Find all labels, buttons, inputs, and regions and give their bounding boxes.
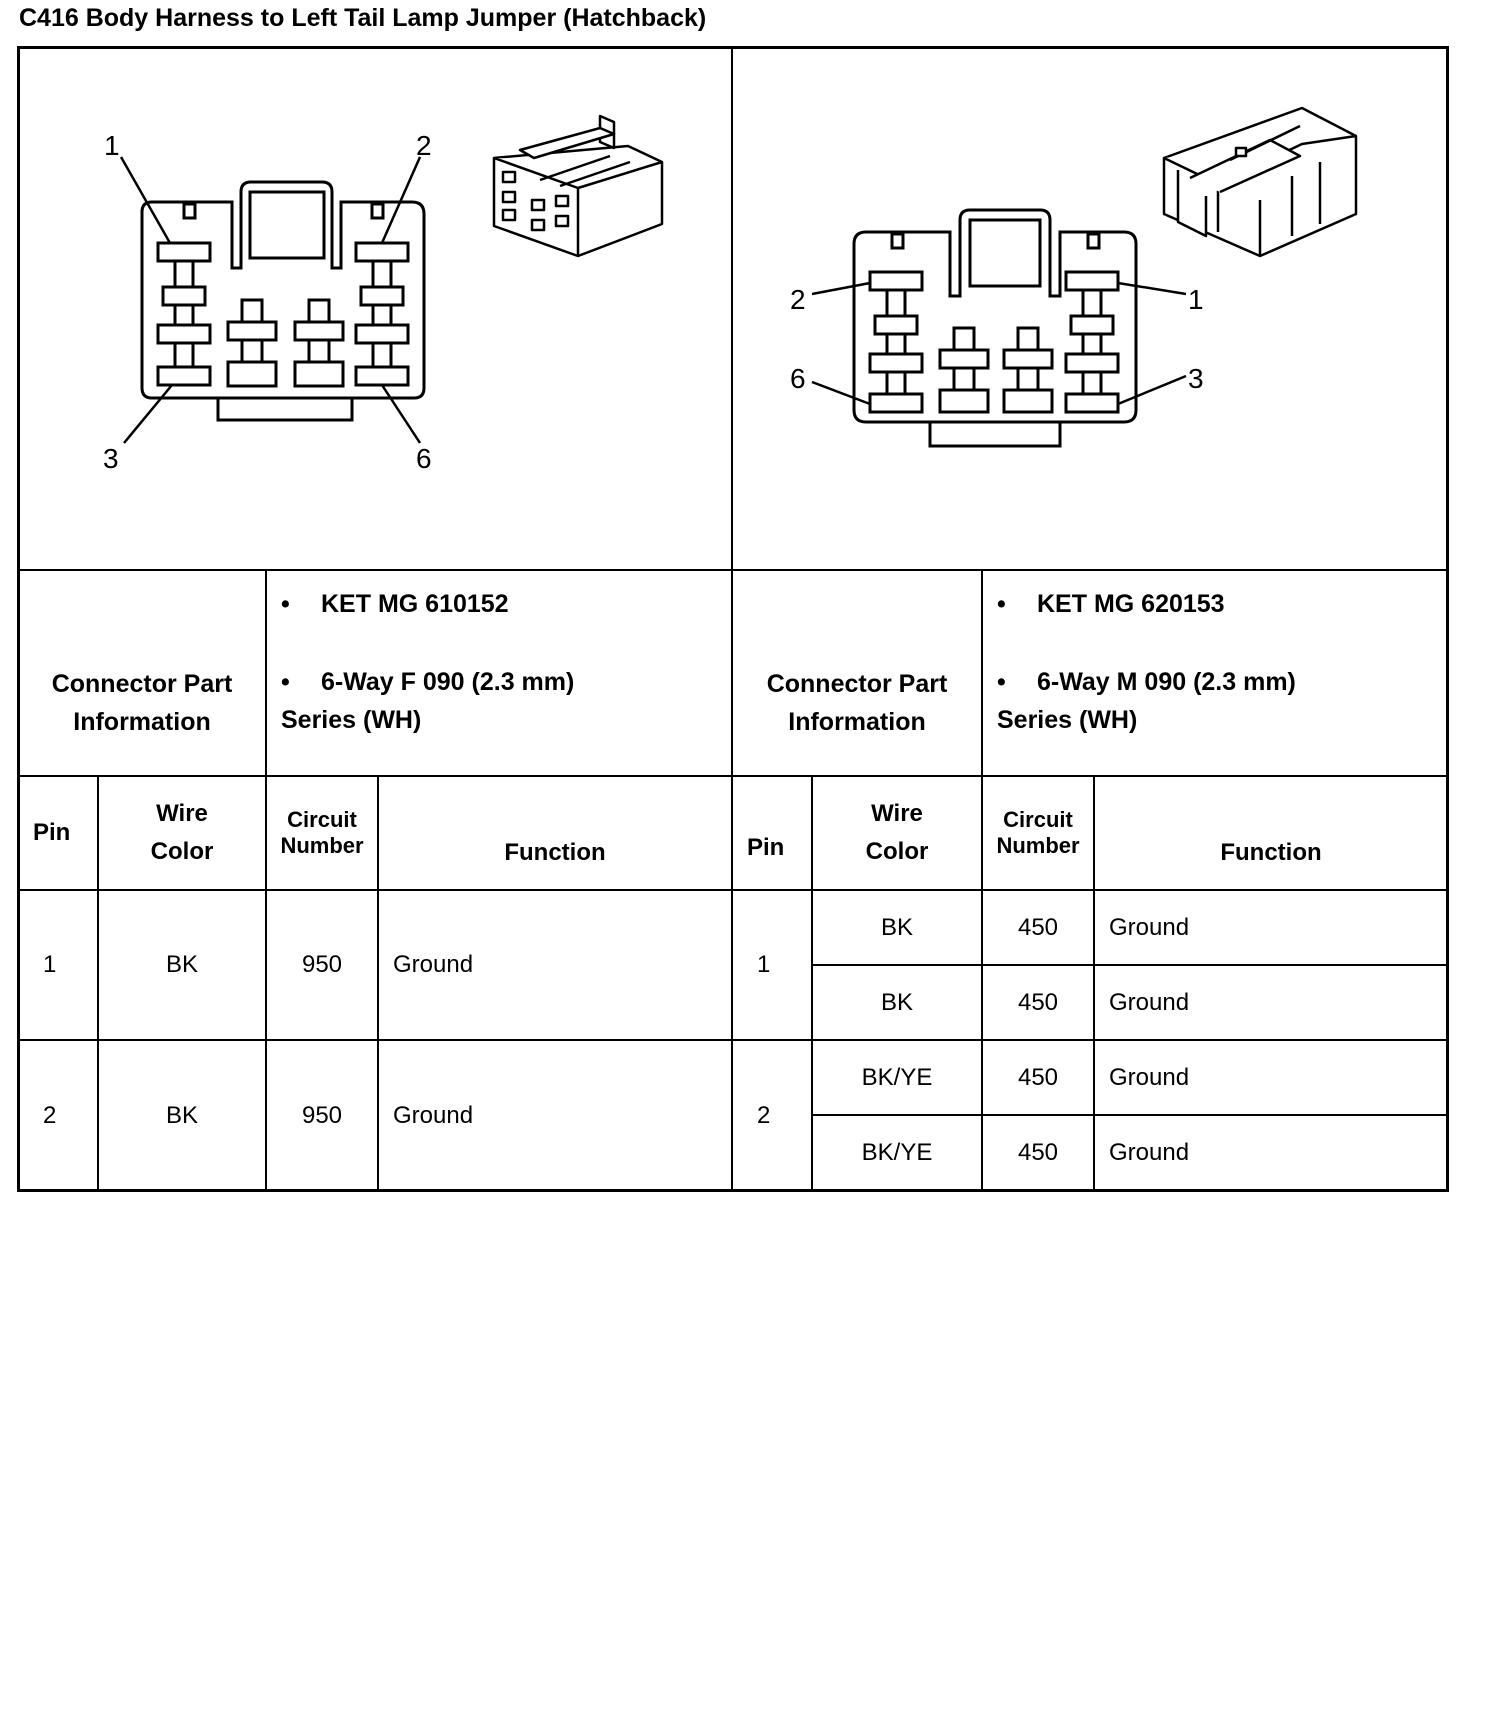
right-connector-isometric-icon: [0, 0, 1480, 570]
left-part-info-label: Connector Part Information: [17, 569, 267, 777]
right-part-number: KET MG 620153: [1037, 590, 1225, 618]
left-pin-label-1: 1: [104, 130, 120, 161]
right-pin-label-2: 2: [790, 284, 806, 315]
left-part-type: 6-Way F 090 (2.3 mm): [321, 668, 575, 696]
left-pin-label-2: 2: [416, 130, 432, 161]
right-pin-label-6: 6: [790, 363, 806, 394]
left-header-circuit-number: Circuit Number: [265, 775, 379, 891]
right-header-function: Function: [1093, 775, 1449, 891]
right-row-1a-wire: BK: [811, 889, 983, 966]
right-part-series: Series (WH): [997, 706, 1138, 734]
left-header-wire-color: Wire Color: [97, 775, 267, 891]
left-part-series: Series (WH): [281, 706, 422, 734]
right-part-info-details: • KET MG 620153 • 6-Way M 090 (2.3 mm) Series (WH): [981, 569, 1449, 777]
right-part-info-label: Connector Part Information: [731, 569, 983, 777]
right-row-1b-circuit: 450: [981, 964, 1095, 1041]
left-pin-label-3: 3: [103, 443, 119, 474]
right-row-2b-circuit: 450: [981, 1114, 1095, 1192]
left-row-2-function: Ground: [377, 1039, 733, 1192]
right-pin-label-1: 1: [1188, 284, 1204, 315]
right-row-2-pin: 2: [731, 1039, 813, 1192]
right-row-2b-wire: BK/YE: [811, 1114, 983, 1192]
left-part-info-details: • KET MG 610152 • 6-Way F 090 (2.3 mm) Series (WH): [265, 569, 733, 777]
right-row-1-pin: 1: [731, 889, 813, 1041]
left-row-1-function: Ground: [377, 889, 733, 1041]
right-row-1a-function: Ground: [1093, 889, 1449, 966]
right-row-1a-circuit: 450: [981, 889, 1095, 966]
right-row-2b-function: Ground: [1093, 1114, 1449, 1192]
right-header-pin: Pin: [731, 775, 813, 891]
left-row-2-circuit: 950: [265, 1039, 379, 1192]
left-part-number: KET MG 610152: [321, 590, 509, 618]
left-row-1-pin: 1: [17, 889, 99, 1041]
left-row-2-pin: 2: [17, 1039, 99, 1192]
left-row-2-wire: BK: [97, 1039, 267, 1192]
right-row-2a-function: Ground: [1093, 1039, 1449, 1116]
right-part-type: 6-Way M 090 (2.3 mm): [1037, 668, 1296, 696]
left-pin-label-6: 6: [416, 443, 432, 474]
left-row-1-circuit: 950: [265, 889, 379, 1041]
right-row-2a-wire: BK/YE: [811, 1039, 983, 1116]
left-header-function: Function: [377, 775, 733, 891]
right-header-wire-color: Wire Color: [811, 775, 983, 891]
right-row-2a-circuit: 450: [981, 1039, 1095, 1116]
left-header-pin: Pin: [17, 775, 99, 891]
left-row-1-wire: BK: [97, 889, 267, 1041]
right-header-circuit-number: Circuit Number: [981, 775, 1095, 891]
right-row-1b-function: Ground: [1093, 964, 1449, 1041]
right-row-1b-wire: BK: [811, 964, 983, 1041]
right-pin-label-3: 3: [1188, 363, 1204, 394]
page-title: C416 Body Harness to Left Tail Lamp Jumper (Hatchback): [19, 4, 707, 32]
